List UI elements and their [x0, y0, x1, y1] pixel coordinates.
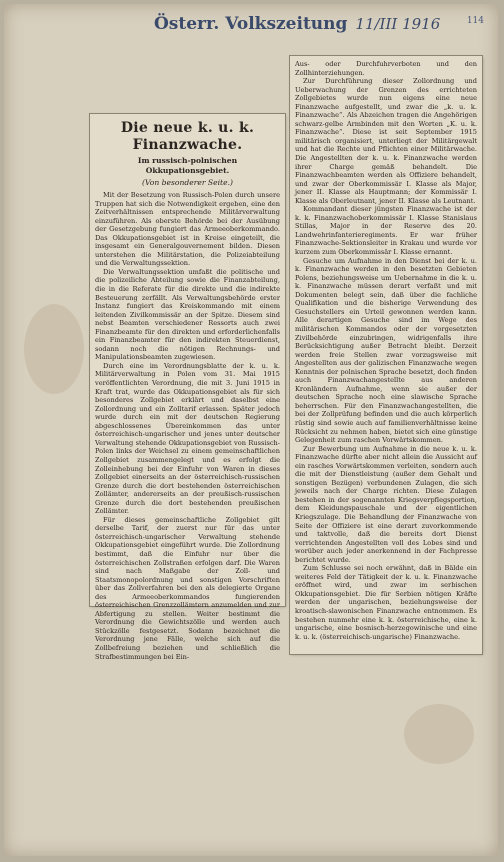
- newspaper-masthead: [154, 14, 441, 38]
- paragraph: Für dieses gemeinschaftliche Zollgebiet gilt derselbe Tarif, der zuerst nur für das unter österreichisch-ungarischer Verwaltung stehende Okkupationsgebiet eingeführt wurde. Die Zollordnung bestimmt, daß die Einfuhr nur über die österreichischen Zollstraßen erfolgen darf. Die Waren sind nach Maßgabe der Zoll- und Staatsmonopolordnung und sonstigen Vorschriften über das Zollverfahren bei den als delegierte Organe des Armeeoberkommandos fungierenden österreichischen Grenzzollämtern anzumelden und zur Abfertigung zu stellen. Weiter bestimmt die Verordnung die Gewichtszölle und werden auch Stückzölle festgesetzt. Sodann bezeichnet die Verordnung jene Fälle, welche sich auf die Zollbefreiung beziehen und schließlich die Strafbestimmungen bei Ein-: [95, 515, 280, 661]
- paragraph: Die Verwaltungssektion umfaßt die politische und die polizeiliche Abteilung sowie die Finanzabteilung, die in die Referate für die direkte und die indirekte Besteuerung zerfällt. Als Verwaltungsbehörde erster Instanz fungiert das Kreiskommando mit einem leitenden Zivilkommissär an der Spitze. Diesem sind nebst Beamten verschiedener Ressorts auch zwei Finanzbeamte für den direkten und erforderlichenfalls ein Finanzbeamter für den indirekten Steuerdienst, sodann noch die nötigen Rechnungs- und Manipulationsbeamten zugewiesen.: [95, 267, 280, 362]
- newspaper-title: Österr. Volkszeitung: [154, 14, 348, 34]
- paragraph: Kommandant dieser jüngsten Finanzwache ist der k. k. Finanzwachoberkommissär I. Klasse Stanislaus Stillas, Major in der Reserve des 20. Landwehrinfanterieregiments. Er war früher Finanzwache-Sektionsleiter in Krakau und wurde vor kurzem zum Oberkommissär I. Klasse ernannt.: [295, 205, 477, 257]
- paper-stain: [404, 704, 474, 764]
- clipping-left-column: [90, 114, 285, 661]
- page-number: 114: [466, 16, 484, 26]
- paragraph: Zum Schlusse sei noch erwähnt, daß in Bälde ein weiteres Feld der Tätigkeit der k. u. k. Finanzwache eröffnet wird, und zwar im serbischen Okkupationsgebiet. Die für Serbien nötigen Kräfte werden der ungarischen, beziehungsweise der kroatisch-slawonischen Finanzwache entnommen. Es bestehen nunmehr eine k. k. österreichische, eine k. ungarische, eine bosnisch-herzegowinische und eine k. u. k. (österreichisch-ungarische) Finanzwache.: [295, 564, 477, 641]
- paragraph: Aus- oder Durchfuhrverboten und den Zollhinterziehungen.: [295, 60, 477, 77]
- archive-sheet: [4, 4, 498, 856]
- handwritten-date: 11/III 1916: [355, 15, 441, 33]
- paragraph: Mit der Besetzung von Russisch-Polen durch unsere Truppen hat sich die Notwendigkeit ergeben, eine den Zeitverhältnissen entsprechende Militärverwaltung einzuführen. Als oberste Behörde bei der Ausübung der Gesetzgebung fungiert das Armeeoberkommando. Das Okkupationsgebiet ist in Kreise eingeteilt, die insgesamt ein Generalgouvernement bilden. Diesen unterstehen die Militärstation, die Polizeiabteilung und die Verwaltungssektion.: [95, 191, 280, 268]
- paper-stain: [24, 304, 84, 394]
- paragraph: Gesuche um Aufnahme in den Dienst bei der k. u. k. Finanzwache werden in den besetzten Gebieten Polens, beziehungsweise um Uebernahme in die k. u. k. Finanzwache müssen derart verfaßt und mit Dokumenten belegt sein, daß über die fachliche Qualifikation und die bisherige Verwendung des Gesuchstellers ein Urteil gewonnen werden kann. Alle derartigen Gesuche sind im Wege des militärischen Kommandos oder der vorgesetzten Zivilbehörde einzubringen, widrigenfalls ihre Berücksichtigung außer Betracht bleibt. Derzeit werden freie Stellen zwar vorzugsweise mit Angestellten aus der galizischen Finanzwache wegen Kenntnis der polnischen Sprache besetzt, doch finden auch Finanzwachangestellte aus anderen Kronländern Aufnahme, wenn sie außer der deutschen Sprache noch eine slawische Sprache beherrschen. Für den Finanzwachangestellten, die bei der Zollprüfung befinden und die auch körperlich rüstig sind sowie auch auf familienverhältnisse keine Rücksicht zu nehmen haben, bietet sich eine günstige Gelegenheit zum raschen Vorwärtskommen.: [295, 256, 477, 445]
- paragraph: Zur Bewerbung um Aufnahme in die neue k. u. k. Finanzwache dürfte aber nicht allein die Aussicht auf ein rasches Vorwärtskommen verleiten, sondern auch die mit der Dienstleistung (außer dem Gehalt und sonstigen Bezügen) verbundenen Zulagen, die sich jeweils nach der Charge richten. Diese Zulagen bestehen in der sogenannten Kriegsverpflegsportion, dem Kleidungspauschale und der eigentlichen Kriegszulage. Die Behandlung der Finanzwache von Seite der Offiziere ist eine derart zuvorkommende und taktvolle, daß die bereits dort Dienst verrichtenden Angestellten voll des Lobes sind und worüber auch jeder anerkennend in der Fachpresse berichtet wurde.: [295, 444, 477, 564]
- article-byline: (Von besonderer Seite.): [142, 178, 233, 187]
- clipping-right-column: [290, 56, 482, 654]
- article-headline: Die neue k. u. k. Finanzwache.: [120, 120, 255, 153]
- paragraph: Durch eine im Verordnungsblatte der k. u. k. Militärverwaltung in Polen vom 31. Mai 1915 veröffentlichten Verordnung, die mit 3. Juni 1915 in Kraft trat, wurde das Okkupationsgebiet als für sich besonderes Zollgebiet erklärt und daselbst eine Zollordnung und ein Zolltarif erlassen. Später jedoch wurde durch ein mit der deutschen Regierung abgeschlossenes Übereinkommen das unter österreichisch-ungarischer und jenes unter deutscher Verwaltung stehende Okkupationsgebiet von Russisch-Polen links der Weichsel zu einem gemeinschaftlichen Zollgebiet zusammengelegt und es erfolgt die Zolleinhebung bei der Einfuhr von Waren in dieses Zollgebiet einerseits an der österreichisch-russischen Grenze durch die dort bestehenden österreichischen Zollämter, andererseits an der preußisch-russischen Grenze durch die dort bestehenden preußischen Zollämter.: [95, 361, 280, 516]
- paragraph: Zur Durchführung dieser Zollordnung und Ueberwachung der Grenzen des errichteten Zollgebietes wurde nun eigens eine neue Finanzwache aufgestellt, und zwar die „k. u. k. Finanzwache“. Als Abzeichen tragen die Angehörigen schwarz-gelbe Armbinden mit den Worten „K. u. k. Finanzwache“. Diese ist seit September 1915 militärisch organisiert, unterliegt der Militärgewalt und hat die Rechte und Pflichten einer Militärwache. Die Angestellten der k. u. k. Finanzwache werden ihrer Charge gemäß behandelt. Die Finanzwachbeamten werden als Offiziere behandelt, und zwar der Oberkommissär I. Klasse als Major, jener II. Klasse als Hauptmann; der Kommissär I. Klasse als Oberleutnant, jener II. Klasse als Leutnant.: [295, 77, 477, 205]
- article-subheadline: Im russisch-polnischen Okkupationsgebiet.: [137, 156, 238, 175]
